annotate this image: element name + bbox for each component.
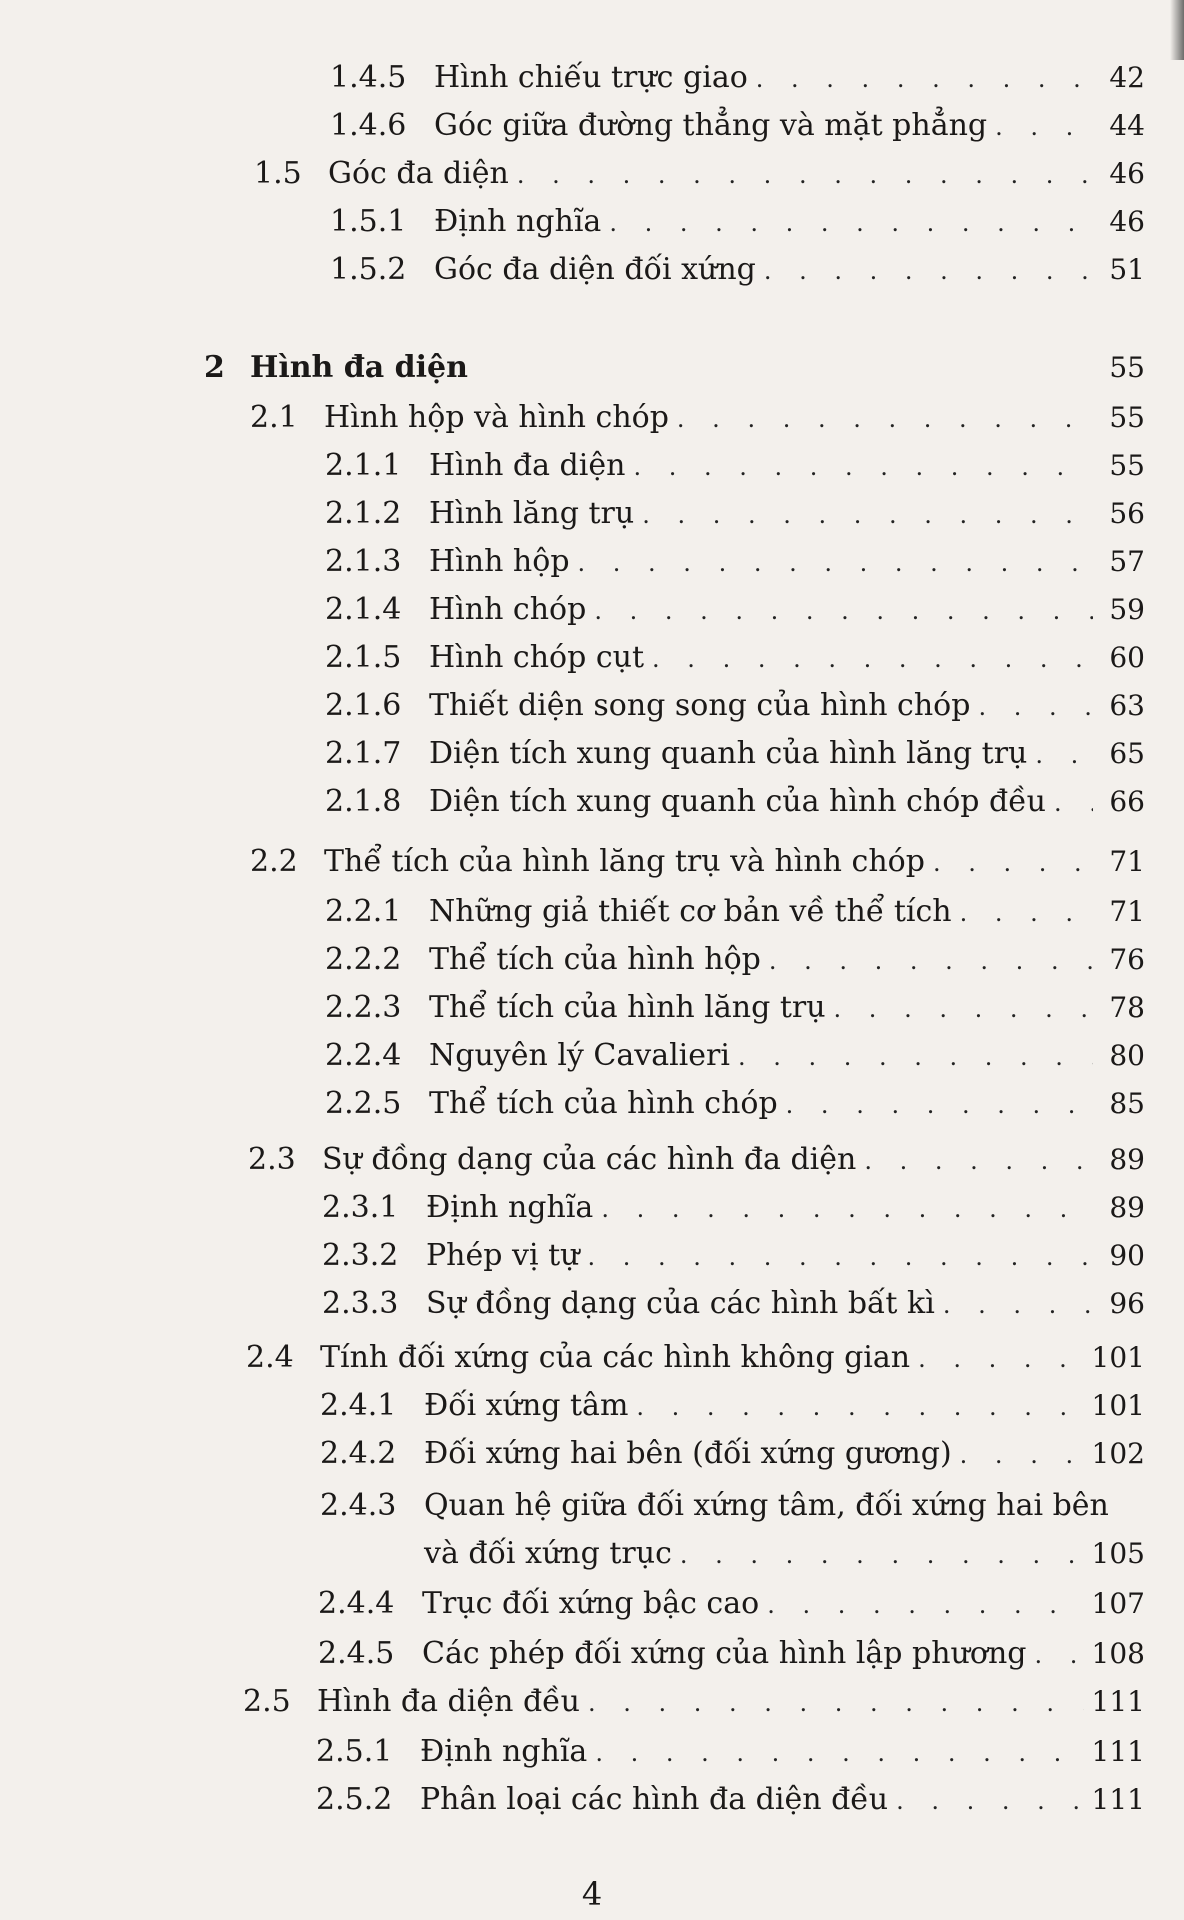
toc-dot-leader — [680, 1535, 1084, 1575]
toc-dot-leader — [1034, 1635, 1083, 1675]
toc-entry — [325, 542, 1145, 582]
toc-entry-title: Đối xứng hai bên (đối xứng gương) — [424, 1436, 952, 1471]
toc-entry — [330, 250, 1145, 290]
toc-entry-page: 108 — [1091, 1637, 1145, 1670]
toc-entry-number: 2.1.2 — [325, 496, 402, 531]
toc-entry-page: 59 — [1109, 593, 1145, 626]
toc-entry-title: Thể tích của hình hộp — [429, 942, 761, 977]
toc-dot-leader — [960, 1435, 1084, 1475]
toc-entry-title: Hình hộp và hình chóp — [324, 400, 669, 435]
toc-entry — [325, 1036, 1145, 1076]
toc-entry-page: 111 — [1091, 1735, 1145, 1768]
toc-entry-title: Sự đồng dạng của các hình bất kì — [426, 1286, 935, 1321]
toc-entry-title: Thiết diện song song của hình chóp — [429, 688, 971, 723]
toc-dot-leader — [864, 1141, 1093, 1181]
toc-chapter-page: 55 — [1109, 351, 1145, 384]
toc-entry-number: 2.3.1 — [322, 1190, 399, 1225]
toc-entry-title: Nguyên lý Cavalieri — [429, 1038, 730, 1073]
toc-entry-continuation — [424, 1534, 1145, 1574]
toc-entry — [325, 590, 1145, 630]
toc-entry-page: 44 — [1109, 109, 1145, 142]
toc-entry-title: Định nghĩa — [434, 204, 602, 239]
toc-entry-number: 2.1.8 — [325, 784, 402, 819]
toc-dot-leader — [1035, 735, 1093, 775]
toc-entry-number: 2.2.5 — [325, 1086, 402, 1121]
toc-entry-page: 42 — [1109, 61, 1145, 94]
toc-entry-title: Hình đa diện đều — [317, 1684, 580, 1719]
toc-entry — [318, 1634, 1145, 1674]
toc-chapter-title: Hình đa diện — [250, 350, 468, 385]
toc-dot-leader — [769, 941, 1093, 981]
toc-entry-number: 2.4.1 — [320, 1388, 397, 1423]
toc-entry-number: 2.2.1 — [325, 894, 402, 929]
toc-entry-number: 2.3 — [248, 1142, 296, 1177]
toc-entry-title: Các phép đối xứng của hình lập phương — [422, 1636, 1027, 1671]
toc-entry-number: 2.2.3 — [325, 990, 402, 1025]
toc-entry-number: 2.5.1 — [316, 1734, 393, 1769]
toc-dot-leader — [933, 843, 1093, 883]
toc-dot-leader — [677, 399, 1093, 439]
toc-entry-page: 57 — [1109, 545, 1145, 578]
toc-entry-number: 2.3.2 — [322, 1238, 399, 1273]
toc-entry-page: 105 — [1091, 1537, 1145, 1570]
toc-entry-title: Thể tích của hình lăng trụ và hình chóp — [324, 844, 925, 879]
toc-entry-number: 1.4.5 — [330, 60, 407, 95]
toc-entry — [325, 638, 1145, 678]
toc-dot-leader — [756, 59, 1093, 99]
toc-entry-page: 66 — [1109, 785, 1145, 818]
toc-entry-page: 89 — [1109, 1143, 1145, 1176]
toc-entry — [330, 106, 1145, 146]
toc-entry-title: Trục đối xứng bậc cao — [422, 1586, 760, 1621]
toc-entry — [325, 734, 1145, 774]
toc-entry-title: Tính đối xứng của các hình không gian — [320, 1340, 911, 1375]
toc-dot-leader — [995, 107, 1093, 147]
page-number: 4 — [581, 1875, 603, 1913]
toc-entry-title: Diện tích xung quanh của hình lăng trụ — [429, 736, 1028, 771]
toc-dot-leader — [587, 1237, 1093, 1277]
toc-chapter-number: 2 — [204, 350, 225, 385]
toc-entry-title: Hình hộp — [429, 544, 570, 579]
toc-dot-leader — [652, 639, 1093, 679]
toc-entry-number: 2.1 — [250, 400, 298, 435]
toc-entry — [320, 1434, 1145, 1474]
toc-entry-page: 101 — [1091, 1341, 1145, 1374]
toc-entry — [330, 202, 1145, 242]
toc-entry — [246, 1338, 1145, 1378]
toc-entry-title: Định nghĩa — [426, 1190, 594, 1225]
toc-dot-leader — [595, 1733, 1083, 1773]
toc-entry-number: 1.5 — [254, 156, 302, 191]
toc-entry — [248, 1140, 1145, 1180]
toc-dot-leader — [517, 155, 1093, 195]
toc-entry-title: Thể tích của hình chóp — [429, 1086, 778, 1121]
toc-entry-title-continued: và đối xứng trục — [424, 1536, 672, 1571]
toc-entry — [325, 988, 1145, 1028]
toc-dot-leader — [738, 1037, 1093, 1077]
toc-dot-leader — [786, 1085, 1093, 1125]
toc-entry-title: Diện tích xung quanh của hình chóp đều — [429, 784, 1047, 819]
toc-entry-page: 85 — [1109, 1087, 1145, 1120]
toc-entry-page: 78 — [1109, 991, 1145, 1024]
toc-entry-number: 2.1.3 — [325, 544, 402, 579]
toc-entry — [322, 1188, 1145, 1228]
toc-entry — [316, 1732, 1145, 1772]
toc-entry-title: Hình chiếu trực giao — [434, 60, 748, 95]
toc-entry-number: 2.1.5 — [325, 640, 402, 675]
toc-entry — [320, 1486, 1145, 1526]
toc-entry-number: 2.3.3 — [322, 1286, 399, 1321]
toc-entry-title: Quan hệ giữa đối xứng tâm, đối xứng hai bên — [424, 1488, 1109, 1523]
toc-entry — [243, 1682, 1145, 1722]
toc-entry-page: 56 — [1109, 497, 1145, 530]
toc-entry-page: 60 — [1109, 641, 1145, 674]
toc-entry-page: 89 — [1109, 1191, 1145, 1224]
toc-entry-page: 111 — [1091, 1685, 1145, 1718]
toc-entry-number: 2.1.4 — [325, 592, 402, 627]
toc-chapter-entry — [204, 348, 1145, 388]
toc-entry-page: 71 — [1109, 895, 1145, 928]
toc-entry-title: Sự đồng dạng của các hình đa diện — [322, 1142, 857, 1177]
toc-entry-page: 102 — [1091, 1437, 1145, 1470]
toc-entry-page: 55 — [1109, 401, 1145, 434]
toc-dot-leader — [578, 543, 1093, 583]
toc-entry — [330, 58, 1145, 98]
toc-dot-leader — [594, 591, 1093, 631]
toc-entry-number: 2.1.7 — [325, 736, 402, 771]
toc-dot-leader — [601, 1189, 1093, 1229]
toc-dot-leader — [943, 1285, 1093, 1325]
toc-entry-page: 51 — [1109, 253, 1145, 286]
toc-entry — [316, 1780, 1145, 1820]
toc-entry-title: Định nghĩa — [420, 1734, 588, 1769]
toc-entry-page: 55 — [1109, 449, 1145, 482]
toc-entry-title: Phân loại các hình đa diện đều — [420, 1782, 889, 1817]
toc-entry-number: 2.4.3 — [320, 1488, 397, 1523]
toc-entry — [250, 842, 1145, 882]
toc-dot-leader — [896, 1781, 1083, 1821]
toc-entry-page: 71 — [1109, 845, 1145, 878]
toc-dot-leader — [834, 989, 1093, 1029]
toc-dot-leader — [764, 251, 1093, 291]
toc-entry-page: 80 — [1109, 1039, 1145, 1072]
toc-entry-number: 2.4 — [246, 1340, 294, 1375]
toc-entry-page: 65 — [1109, 737, 1145, 770]
toc-entry — [318, 1584, 1145, 1624]
toc-entry-page: 101 — [1091, 1389, 1145, 1422]
toc-dot-leader — [588, 1683, 1084, 1723]
toc-entry-number: 2.4.4 — [318, 1586, 395, 1621]
toc-entry-number: 2.2 — [250, 844, 298, 879]
toc-entry-number: 2.2.4 — [325, 1038, 402, 1073]
toc-entry-title: Đối xứng tâm — [424, 1388, 629, 1423]
toc-entry — [325, 494, 1145, 534]
toc-entry — [322, 1236, 1145, 1276]
toc-entry-title: Thể tích của hình lăng trụ — [429, 990, 826, 1025]
toc-entry — [322, 1284, 1145, 1324]
toc-entry-page: 111 — [1091, 1783, 1145, 1816]
toc-dot-leader — [642, 495, 1093, 535]
toc-entry-number: 2.4.5 — [318, 1636, 395, 1671]
toc-dot-leader — [960, 893, 1093, 933]
toc-entry-title: Hình đa diện — [429, 448, 626, 483]
toc-entry-title: Những giả thiết cơ bản về thể tích — [429, 894, 952, 929]
toc-entry-number: 1.5.2 — [330, 252, 407, 287]
toc-entry — [320, 1386, 1145, 1426]
toc-dot-leader — [918, 1339, 1083, 1379]
toc-entry-title: Hình chóp — [429, 592, 587, 627]
toc-entry — [254, 154, 1145, 194]
toc-entry-title: Góc đa diện — [328, 156, 509, 191]
toc-entry-title: Góc giữa đường thẳng và mặt phẳng — [434, 108, 988, 143]
toc-entry-title: Góc đa diện đối xứng — [434, 252, 756, 287]
toc-entry-title: Phép vị tự — [426, 1238, 580, 1273]
toc-entry-page: 96 — [1109, 1287, 1145, 1320]
toc-entry — [325, 446, 1145, 486]
toc-entry — [250, 398, 1145, 438]
toc-dot-leader — [1054, 783, 1093, 823]
toc-entry-number: 2.4.2 — [320, 1436, 397, 1471]
toc-entry-page: 76 — [1109, 943, 1145, 976]
toc-dot-leader — [636, 1387, 1083, 1427]
toc-entry — [325, 1084, 1145, 1124]
toc-dot-leader — [767, 1585, 1083, 1625]
toc-entry-title: Hình lăng trụ — [429, 496, 635, 531]
toc-entry — [325, 782, 1145, 822]
toc-entry — [325, 892, 1145, 932]
toc-dot-leader — [978, 687, 1093, 727]
toc-entry-page: 90 — [1109, 1239, 1145, 1272]
toc-entry-page: 107 — [1091, 1587, 1145, 1620]
toc-entry-number: 2.1.6 — [325, 688, 402, 723]
toc-entry-title: Hình chóp cụt — [429, 640, 645, 675]
toc-entry — [325, 686, 1145, 726]
toc-entry-number: 2.5 — [243, 1684, 291, 1719]
toc-entry-number: 1.5.1 — [330, 204, 407, 239]
toc-entry-number: 2.1.1 — [325, 448, 402, 483]
toc-entry-number: 2.5.2 — [316, 1782, 393, 1817]
toc-entry-number: 1.4.6 — [330, 108, 407, 143]
toc-entry-page: 46 — [1109, 205, 1145, 238]
toc-entry-number: 2.2.2 — [325, 942, 402, 977]
toc-entry-page: 46 — [1109, 157, 1145, 190]
toc-entry-page: 63 — [1109, 689, 1145, 722]
toc-entry — [325, 940, 1145, 980]
toc-dot-leader — [633, 447, 1093, 487]
toc-dot-leader — [609, 203, 1093, 243]
